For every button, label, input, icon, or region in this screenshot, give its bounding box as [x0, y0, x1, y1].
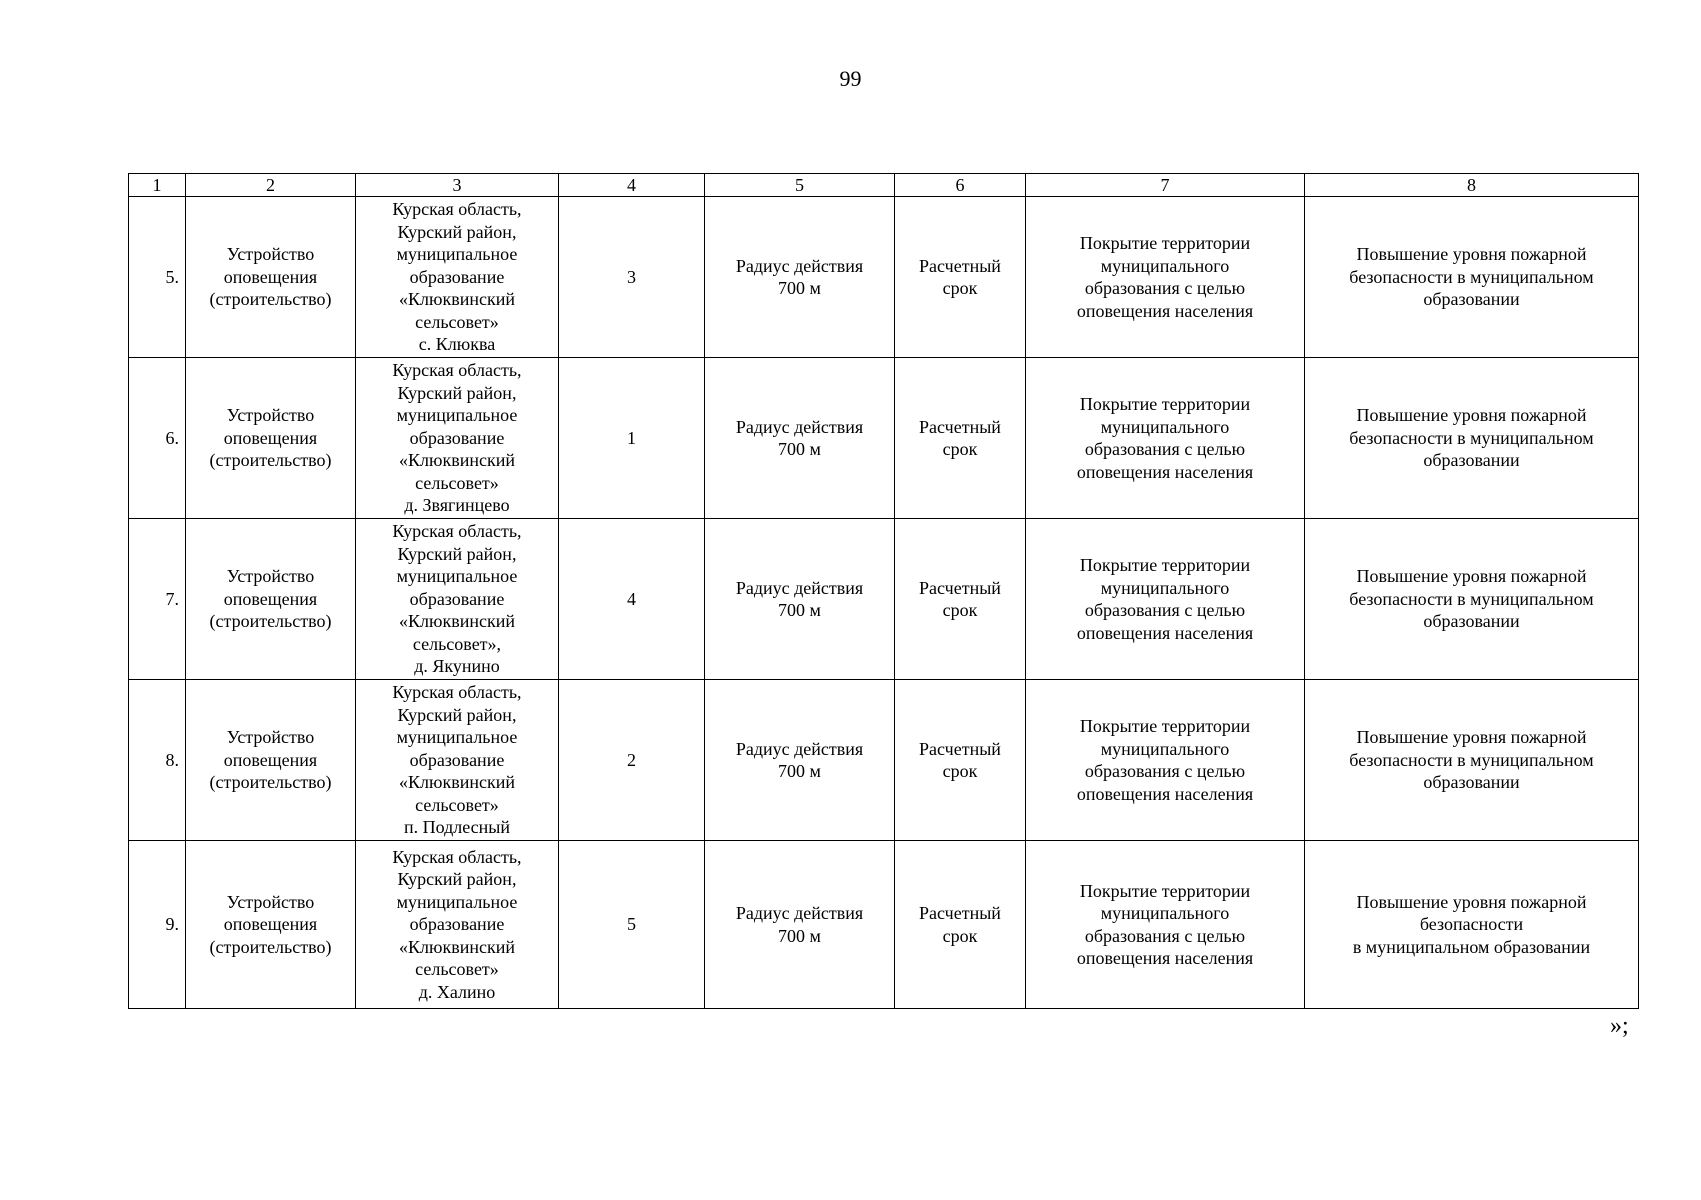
quantity-cell: 1 [559, 358, 705, 519]
term-text: Расчетный срок [919, 738, 1001, 781]
work-type-cell [186, 680, 356, 841]
row-number-cell: 5. [129, 197, 186, 358]
column-number-header: 5 [705, 174, 895, 197]
purpose-cell [1026, 358, 1305, 519]
table-row [129, 358, 1639, 519]
term-cell [895, 680, 1026, 841]
location-cell [356, 197, 559, 358]
table-row [129, 841, 1639, 1009]
page-number: 99 [839, 66, 862, 91]
table-row [129, 519, 1639, 680]
purpose-cell [1026, 519, 1305, 680]
quantity-cell: 2 [559, 680, 705, 841]
term-text: Расчетный срок [919, 577, 1001, 620]
term-text: Расчетный срок [919, 255, 1001, 298]
work-type-text: Устройство оповещения (строительство) [209, 405, 332, 471]
column-number-header: 6 [895, 174, 1026, 197]
location-cell [356, 519, 559, 680]
term-cell [895, 841, 1026, 1009]
column-number-header: 7 [1026, 174, 1305, 197]
table-row [129, 680, 1639, 841]
work-type-text: Устройство оповещения (строительство) [209, 727, 332, 793]
range-text: Радиус действия 700 м [735, 255, 864, 298]
result-text: Повышение уровня пожарной безопасности в муниципальном образовании [1352, 891, 1591, 957]
result-text: Повышение уровня пожарной безопасности в муниципальном образовании [1349, 244, 1594, 310]
quantity-cell: 3 [559, 197, 705, 358]
result-text: Повышение уровня пожарной безопасности в муниципальном образовании [1349, 405, 1594, 471]
column-number-header: 1 [129, 174, 186, 197]
work-type-text: Устройство оповещения (строительство) [209, 566, 332, 632]
range-cell [705, 197, 895, 358]
range-text: Радиус действия 700 м [735, 577, 864, 620]
location-text: Курская область, Курский район, муниципальное образование «Клюквинский сельсовет» п. Подлесный [392, 682, 522, 838]
purpose-text: Покрытие территории муниципального образования с целью оповещения населения [1076, 233, 1254, 321]
quantity-cell: 5 [559, 841, 705, 1009]
location-text: Курская область, Курский район, муниципальное образование «Клюквинский сельсовет» д. Звягинцево [392, 360, 522, 516]
row-number-cell: 7. [129, 519, 186, 680]
term-cell [895, 519, 1026, 680]
work-type-cell [186, 519, 356, 680]
result-text: Повышение уровня пожарной безопасности в муниципальном образовании [1349, 727, 1594, 793]
result-cell [1305, 358, 1639, 519]
purpose-text: Покрытие территории муниципального образования с целью оповещения населения [1076, 555, 1254, 643]
location-cell [356, 841, 559, 1009]
location-cell [356, 680, 559, 841]
location-text: Курская область, Курский район, муниципальное образование «Клюквинский сельсовет» д. Халино [392, 846, 522, 1002]
column-number-header: 2 [186, 174, 356, 197]
row-number-cell: 9. [129, 841, 186, 1009]
result-cell [1305, 841, 1639, 1009]
purpose-cell [1026, 680, 1305, 841]
result-cell [1305, 680, 1639, 841]
term-text: Расчетный срок [919, 903, 1001, 946]
table-header-row [129, 174, 1639, 197]
work-type-text: Устройство оповещения (строительство) [209, 891, 332, 957]
result-text: Повышение уровня пожарной безопасности в муниципальном образовании [1349, 566, 1594, 632]
work-type-text: Устройство оповещения (строительство) [209, 244, 332, 310]
term-cell [895, 358, 1026, 519]
purpose-cell [1026, 841, 1305, 1009]
column-number-header: 8 [1305, 174, 1639, 197]
location-cell [356, 358, 559, 519]
purpose-text: Покрытие территории муниципального образования с целью оповещения населения [1076, 394, 1254, 482]
range-cell [705, 519, 895, 680]
location-text: Курская область, Курский район, муниципальное образование «Клюквинский сельсовет» с. Клюква [392, 199, 522, 355]
quantity-cell: 4 [559, 519, 705, 680]
term-text: Расчетный срок [919, 416, 1001, 459]
row-number-cell: 6. [129, 358, 186, 519]
term-cell [895, 197, 1026, 358]
location-text: Курская область, Курский район, муниципальное образование «Клюквинский сельсовет», д. Якунино [392, 521, 522, 677]
result-cell [1305, 197, 1639, 358]
range-text: Радиус действия 700 м [735, 738, 864, 781]
column-number-header: 4 [559, 174, 705, 197]
table-row [129, 197, 1639, 358]
work-type-cell [186, 358, 356, 519]
column-number-header: 3 [356, 174, 559, 197]
range-text: Радиус действия 700 м [735, 903, 864, 946]
work-type-cell [186, 197, 356, 358]
closing-quote-mark: »; [1610, 1013, 1629, 1039]
result-cell [1305, 519, 1639, 680]
work-type-cell [186, 841, 356, 1009]
range-text: Радиус действия 700 м [735, 416, 864, 459]
purpose-text: Покрытие территории муниципального образования с целью оповещения населения [1076, 880, 1254, 968]
row-number-cell: 8. [129, 680, 186, 841]
range-cell [705, 841, 895, 1009]
purpose-text: Покрытие территории муниципального образования с целью оповещения населения [1076, 716, 1254, 804]
range-cell [705, 358, 895, 519]
purpose-cell [1026, 197, 1305, 358]
measures-table [128, 173, 1639, 1009]
range-cell [705, 680, 895, 841]
